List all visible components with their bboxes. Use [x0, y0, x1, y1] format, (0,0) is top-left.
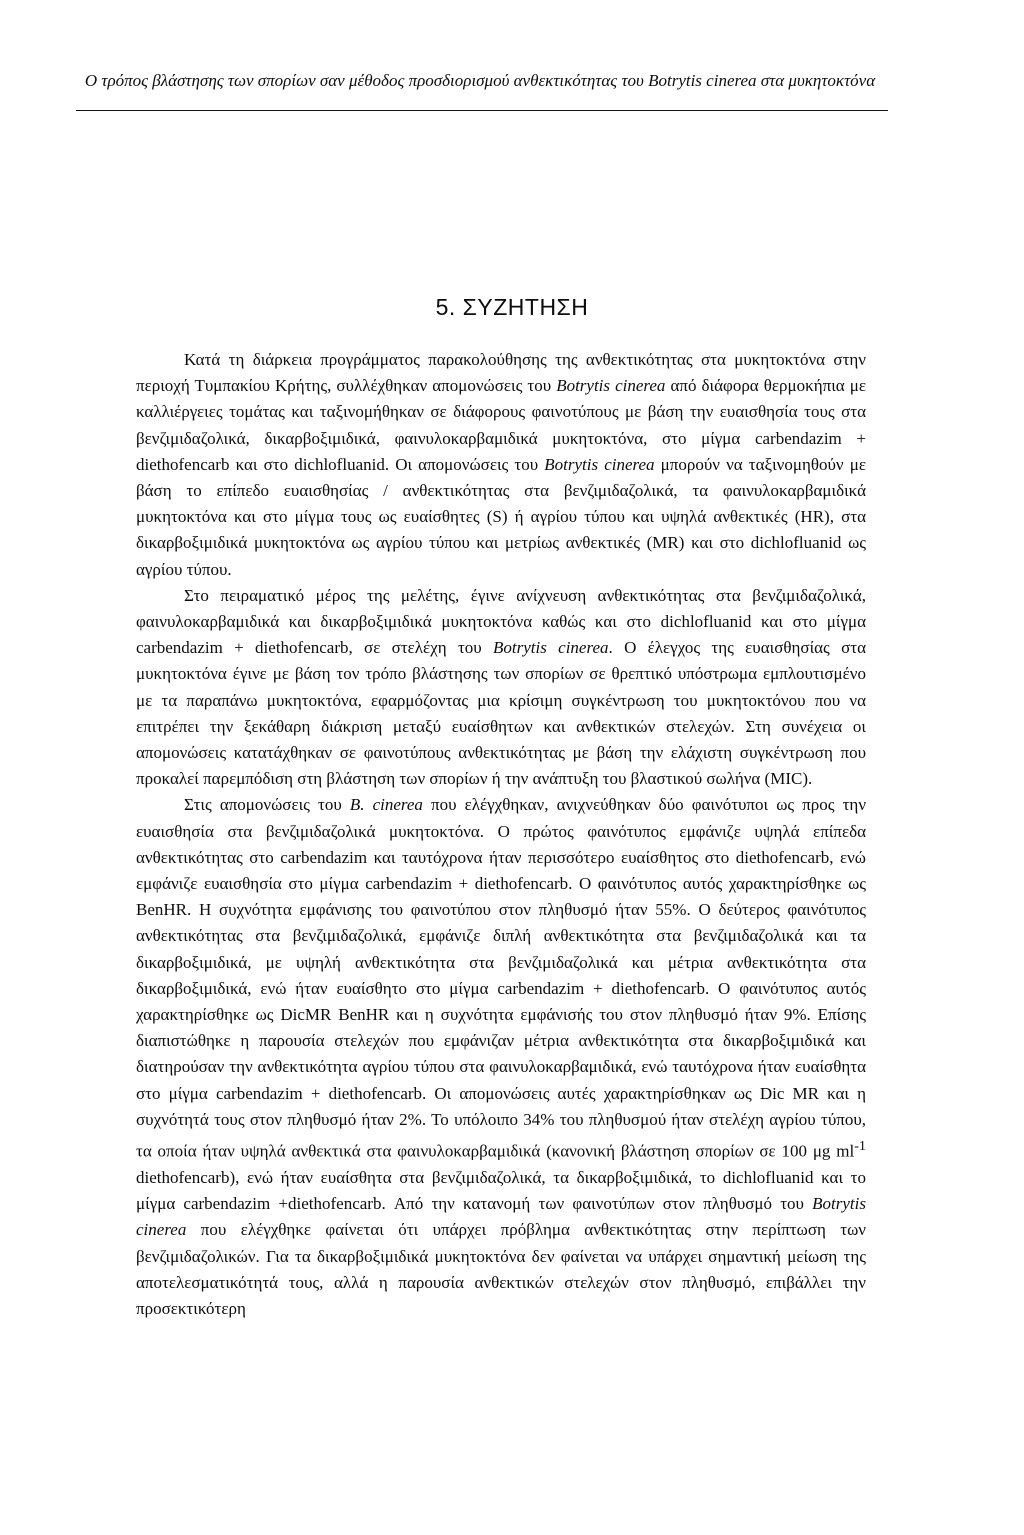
body-paragraph: [136, 347, 866, 583]
species-name: B. cinerea: [349, 795, 423, 815]
text-run: . Ο έλεγχος της ευαισθησίας στα μυκητοκτόνα έγινε με βάση τον τρόπο βλάστησης των σπορίων σε θρεπτικό υπόστρωμα εμπλουτισμένο με τα παραπάνω μυκητοκτόνα, εφαρμόζοντας μια κρίσιμη συγκέντρωση του μυκητοκτόνου που να επιτρέπει την ξεκάθαρη διάκριση μεταξύ ευαίσθητων και ανθεκτικών στελεχών. Στη συνέχεια οι απομονώσεις κατατάχθηκαν σε φαινοτύπους ανθεκτικότητας με βάση την ελάχιστη συγκέντρωση που προκαλεί παρεμπόδιση στη βλάστηση των σπορίων ή την ανάπτυξη του βλαστικού σωλήνα (MIC).: [136, 638, 866, 789]
text-run: μπορούν να ταξινομηθούν με βάση το επίπεδο ευαισθησίας / ανθεκτικότητας στα βενζιμιδαζολικά, τα φαινυλοκαρβαμιδικά μυκητοκτόνα και στο μίγμα τους ως ευαίσθητες (S) ή αγρίου τύπου και υψηλά ανθεκτικές (HR), στα δικαρβοξιμιδικά μυκητοκτόνα ως αγρίου τύπου και μετρίως ανθεκτικές (MR) και στο dichlofluanid ως αγρίου τύπου.: [136, 454, 866, 579]
species-name: Botrytis cinerea: [556, 376, 666, 396]
text-run: που ελέγχθηκαν, ανιχνεύθηκαν δύο φαινότυποι ως προς την ευαισθησία στα βενζιμιδαζολικά μυκητοκτόνα. Ο πρώτος φαινότυπος εμφάνιζε υψηλά επίπεδα ανθεκτικότητας στο carbendazim και ταυτόχρονα ήταν περισσότερο ευαίσθητος στο diethofencarb, ενώ εμφάνιζε ευαισθησία στο μίγμα carbendazim + diethofencarb. Ο φαινότυπος αυτός χαρακτηρίσθηκε ως BenHR. Η συχνότητα εμφάνισης του φαινοτύπου στον πληθυσμό ήταν 55%. Ο δεύτερος φαινότυπος ανθεκτικότητας στα βενζιμιδαζολικά, εμφάνιζε διπλή ανθεκτικότητα στα βενζιμιδαζολικά και τα δικαρβοξιμιδικά, με υψηλή ανθεκτικότητα στα βενζιμιδαζολικά και μέτρια ανθεκτικότητα στα δικαρβοξιμιδικά, ενώ ήταν ευαίσθητο στο μίγμα carbendazim + diethofencarb. Ο φαινότυπος αυτός χαρακτηρίσθηκε ως DicMR BenHR και η συχνότητα εμφάνισής του στον πληθυσμό ήταν 9%. Επίσης διαπιστώθηκε η παρουσία στελεχών που εμφάνιζαν μέτρια ανθεκτικότητα στα δικαρβοξιμιδικά και διατηρούσαν την ανθεκτικότητα αγρίου τύπου στα φαινυλοκαρβαμιδικά, ενώ ταυτόχρονα ήταν ευαίσθητα στο μίγμα carbendazim + diethofencarb. Οι απομονώσεις αυτές χαρακτηρίσθηκαν ως Dic MR και η συχνότητά τους στον πληθυσμό ήταν 2%. Το υπόλοιπο 34% του πληθυσμού ήταν στελέχη αγρίου τύπου, τα οποία ήταν υψηλά ανθεκτικά στα φαινυλοκαρβαμιδικά (κανονική βλάστηση σπορίων σε 100 μg ml: [136, 795, 867, 1161]
superscript: -1: [854, 1138, 866, 1155]
species-name: Botrytis cinerea: [544, 454, 655, 474]
text-run: diethofencarb), ενώ ήταν ευαίσθητα στα βενζιμιδαζολικά, τα δικαρβοξιμιδικά, το dichlofluanid και το μίγμα carbendazim +diethofencarb. Από την κατανομή των φαινοτύπων στον πληθυσμό του: [136, 1167, 866, 1214]
section-title: 5. ΣΥΖΗΤΗΣΗ: [435, 294, 589, 320]
running-header: Ο τρόπος βλάστησης των σπορίων σαν μέθοδος προσδιορισμού ανθεκτικότητας του Botrytis cinerea στα μυκητοκτόνα: [84, 71, 876, 90]
species-name: Botrytis cinerea: [136, 1194, 866, 1240]
header-rule: [76, 110, 888, 111]
text-run: που ελέγχθηκε φαίνεται ότι υπάρχει πρόβλημα ανθεκτικότητας στην περίπτωση των βενζιμιδαζολικών. Για τα δικαρβοξιμιδικά μυκητοκτόνα δεν φαίνεται να υπάρχει σημαντική μείωση της αποτελεσματικότητά τους, αλλά η παρουσία ανθεκτικών στελεχών στον πληθυσμό, επιβάλλει την προσεκτικότερη: [136, 1220, 866, 1318]
text-run: Στις απομονώσεις του: [184, 795, 350, 815]
body-paragraph: [136, 792, 866, 1322]
body-paragraph: [136, 583, 866, 793]
text-run: Κατά τη διάρκεια προγράμματος παρακολούθησης της ανθεκτικότητας στα μυκητοκτόνα στην περιοχή Τυμπακίου Κρήτης, συλλέχθηκαν απομονώσεις του: [136, 350, 866, 396]
body-text: [136, 347, 866, 1322]
text-run: από διάφορα θερμοκήπια με καλλιέργειες τομάτας και ταξινομήθηκαν σε διάφορους φαινοτύπους με βάση την ευαισθησία τους στα βενζιμιδαζολικά, δικαρβοξιμιδικά, φαινυλοκαρβαμιδικά μυκητοκτόνα, στο μίγμα carbendazim + diethofencarb και στο dichlofluanid. Οι απομονώσεις του: [136, 376, 866, 474]
text-run: Στο πειραματικό μέρος της μελέτης, έγινε ανίχνευση ανθεκτικότητας στα βενζιμιδαζολικά, φαινυλοκαρβαμιδικά και δικαρβοξιμιδικά μυκητοκτόνα καθώς και στο dichlofluanid και στο μίγμα carbendazim + diethofencarb, σε στελέχη του: [136, 585, 866, 658]
species-name: Botrytis cinerea: [493, 638, 609, 658]
